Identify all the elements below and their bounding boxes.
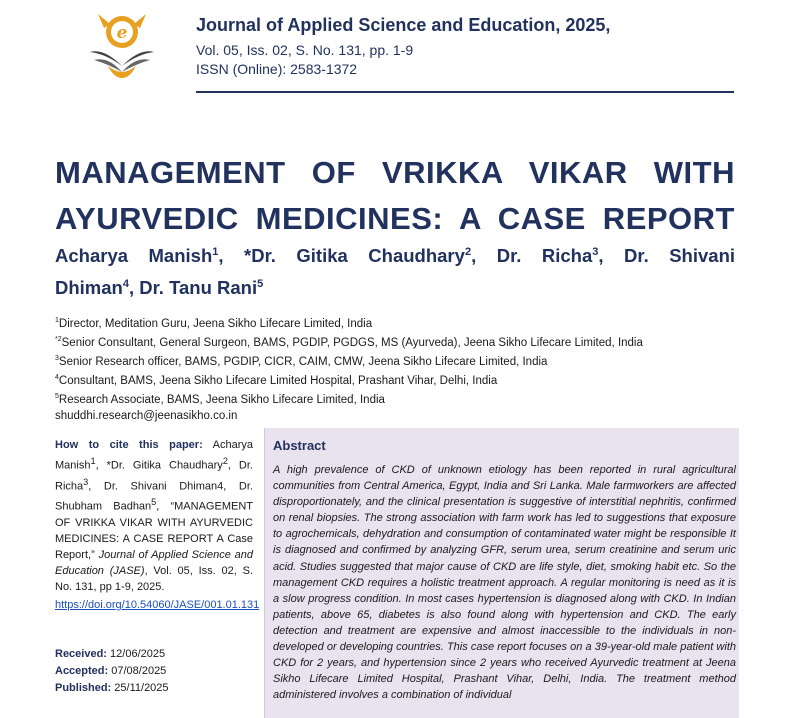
citation-text: , Vol. 05, Iss. 02, S. No. 131, pp 1-9, 2025. <box>55 564 253 593</box>
paper-title <box>55 150 735 242</box>
author-sup: 4 <box>122 278 129 291</box>
affiliation-item <box>55 389 643 408</box>
affiliation-sup: 1 <box>55 317 59 324</box>
date-value: 07/08/2025 <box>111 665 167 677</box>
date-value: 12/06/2025 <box>110 648 166 660</box>
citation-text: , *Dr. Gitika Chaudhary <box>95 459 223 472</box>
author-sup: 1 <box>212 246 219 258</box>
date-value: 25/11/2025 <box>114 682 169 694</box>
affiliation-text: Director, Meditation Guru, Jeena Sikho Lifecare Limited, India <box>58 317 373 330</box>
affiliation-text: Research Associate, BAMS, Jeena Sikho Lifecare Limited, India <box>58 393 385 406</box>
journal-logo <box>84 8 160 84</box>
citation-sup: 3 <box>83 476 89 487</box>
author-sep: , <box>128 277 140 299</box>
affiliation-text: Senior Consultant, General Surgeon, BAMS, PGDIP, PGDGS, MS (Ayurveda), Jeena Sikho Lifecare Limited, India <box>61 336 643 349</box>
author-name: Dr. Richa <box>496 245 593 267</box>
author-sep: , <box>598 245 625 267</box>
author-sup: 3 <box>592 246 599 258</box>
author-sup: 2 <box>464 246 472 258</box>
header-rule <box>196 91 734 93</box>
affiliation-item <box>55 313 643 332</box>
journal-name: Journal of Applied Science and Education, 2025, <box>196 15 611 35</box>
citation-journal: Journal of Applied Science and Education (JASE) <box>55 548 254 577</box>
date-received <box>55 646 169 663</box>
title-line-1: MANAGEMENT OF VRIKKA VIKAR WITH <box>55 155 735 190</box>
citation-block <box>55 437 253 595</box>
author-name: Dr. Shivani <box>624 245 736 267</box>
email-link[interactable]: shuddhi.research@jeenasikho.co.in <box>55 410 238 423</box>
citation-text: , Dr. Richa <box>55 459 253 493</box>
affiliation-item <box>55 351 643 370</box>
author-line-2 <box>55 270 735 302</box>
author-name: Dhiman <box>55 277 123 299</box>
journal-issn: ISSN (Online): 2583-1372 <box>196 61 358 77</box>
affiliation-list <box>55 313 643 424</box>
date-label: Accepted: <box>55 665 109 677</box>
doi-link[interactable]: https://doi.org/10.54060/JASE/001.01.131 <box>55 599 260 611</box>
affiliation-text: Senior Research officer, BAMS, PGDIP, CICR, CAIM, CMW, Jeena Sikho Lifecare Limited, India <box>58 355 548 368</box>
citation-sup: 2 <box>222 456 228 466</box>
abstract-heading: Abstract <box>273 438 326 453</box>
date-accepted <box>55 663 169 680</box>
journal-volume: Vol. 05, Iss. 02, S. No. 131, pp. 1-9 <box>196 42 414 58</box>
date-label: Received: <box>55 648 107 660</box>
date-label: Published: <box>55 682 112 694</box>
affiliation-sup: *2 <box>55 336 62 344</box>
affiliation-sup: 5 <box>55 393 59 401</box>
citation-text: Acharya Manish <box>55 439 253 472</box>
author-sep: , <box>218 245 245 267</box>
citation-text: , Dr. Shivani Dhiman4, Dr. Shubham Badhan <box>55 480 253 513</box>
author-sup: 5 <box>257 278 264 291</box>
author-sep: , <box>471 245 497 267</box>
affiliation-sup: 3 <box>55 355 59 363</box>
author-name: Dr. Tanu Rani <box>139 277 258 299</box>
author-list <box>55 238 735 302</box>
author-name: *Dr. Gitika Chaudhary <box>244 245 465 267</box>
date-published <box>55 680 169 697</box>
affiliation-text: Consultant, BAMS, Jeena Sikho Lifecare Limited Hospital, Prashant Vihar, Delhi, India <box>58 374 498 387</box>
svg-text:e: e <box>116 23 128 43</box>
author-name: Acharya Manish <box>55 245 213 267</box>
citation-sup: 1 <box>90 456 96 466</box>
affiliation-item <box>55 332 643 351</box>
citation-text: , “MANAGEMENT OF VRIKKA VIKAR WITH AYURVEDIC MEDICINES: A CASE REPORT A Case Report,” <box>55 500 253 561</box>
title-line-2: AYURVEDIC MEDICINES: A CASE REPORT <box>55 201 735 236</box>
abstract-text: A high prevalence of CKD of unknown etiology has been reported in rural agricultural communities from Central America, Egypt, India and Sri Lanka. Male farmworkers are affected disproportionately, and the clinical presentation is suggestive of interstitial nephritis, confirmed on renal biopsies. The strong association with farm work has led to suggestions that exposure to agrochemicals, dehydration and consumption of contaminated water might be responsible It is diagnosed and confirmed by analyzing GFR, serum urea, serum creatinine and serum uric acid. Studies suggested that major cause of CKD are life style, diet, smoking habit etc. So the management CKD requires a holistic treatment approach. A regular monitoring is need as it is a slow progress condition. In most cases hypertension is diagnosed along with CKD. In Indian patients, above 65, diabetes is also found along with hypertension and CKD. The early detection and treatment are expensive and almost inaccessible to the individuals in non-developed or developing countries. This case report focuses on a 39-year-old male patient with CKD for 2 years, and hypertension since 2 years who received Ayurvedic treatment at Jeena Sikho Lifecare Limited Hospital, Prashant Vihar, Delhi, India. The treatment method administered involves a combination of individual <box>273 464 736 702</box>
author-line-1 <box>55 238 735 270</box>
citation-label: How to cite this paper: <box>55 439 203 451</box>
affiliation-sup: 4 <box>55 374 59 382</box>
affiliation-item <box>55 370 643 389</box>
dates-block <box>55 646 169 697</box>
citation-sup: 5 <box>151 497 157 508</box>
